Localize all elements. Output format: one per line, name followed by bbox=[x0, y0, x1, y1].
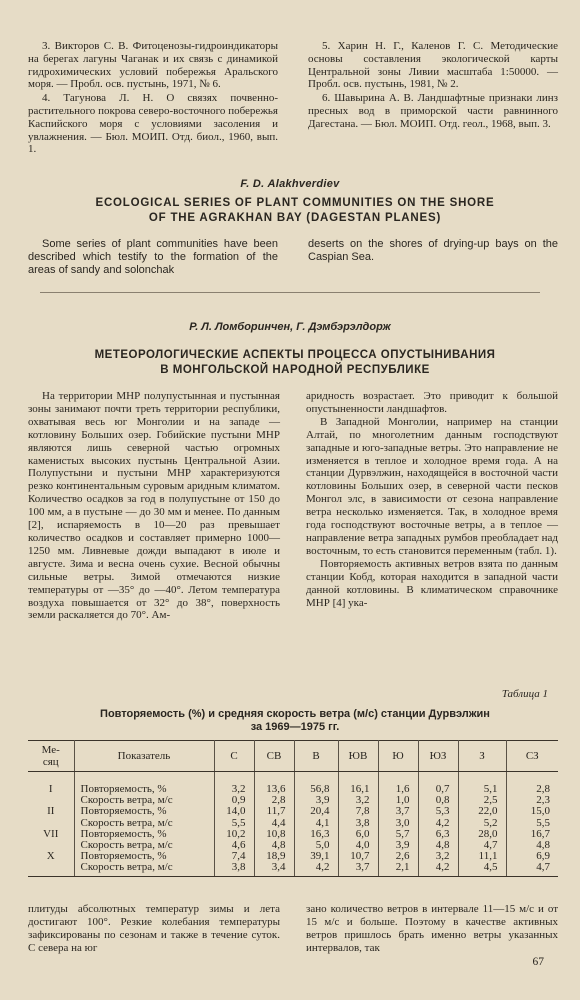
table-cell-value: 5,3 bbox=[418, 806, 458, 817]
table-cell-value: 5,5 bbox=[214, 818, 254, 829]
table-header-row bbox=[28, 741, 558, 772]
article-paragraph-3: В Западной Монголии, например на станции Алтай, по многолетним данным господствуют западные и юго-западные ветры. Это направление не изменяется в теплое и холодное время года. А на станции Дурвэлжин, находящейся в восточной части котловины Больших озер, в северной части песков Монгол элс, в зависимости от сезона направление ветра несколько изменяется. Так, в холодное время года господствуют восточные ветры, а в теплое — направление ветра западных румбов преобладает над восточным, то есть становится переменным (табл. 1). bbox=[306, 415, 558, 557]
article-col-2 bbox=[306, 390, 558, 622]
table-cell-value: 39,1 bbox=[294, 851, 338, 862]
table-cell-value: 7,8 bbox=[338, 806, 378, 817]
table-cell-value: 28,0 bbox=[458, 829, 506, 840]
table-row bbox=[28, 772, 558, 796]
table-cell-value: 4,2 bbox=[418, 818, 458, 829]
wind-table bbox=[28, 740, 558, 877]
table-cell-value: 4,2 bbox=[294, 862, 338, 876]
table-number: Таблица 1 bbox=[501, 688, 548, 700]
table-header-cell: ЮВ bbox=[338, 741, 378, 772]
table-cell-value: 10,2 bbox=[214, 829, 254, 840]
table-cell-value: 4,8 bbox=[418, 840, 458, 851]
table-cell-value: 3,8 bbox=[338, 818, 378, 829]
table-cell-value: 14,0 bbox=[214, 806, 254, 817]
table-cell-value: 1,6 bbox=[378, 772, 418, 796]
table-cell-value: 5,5 bbox=[506, 818, 558, 829]
reference-5: 5. Харин Н. Г., Каленов Г. С. Методические основы составления экологической карты Центральной зоны Ливии масштаба 1:50000. — Пробл. осв. пустынь, 1981, № 2. bbox=[308, 40, 558, 91]
table-cell-value: 3,9 bbox=[378, 840, 418, 851]
reference-6: 6. Шавырина А. В. Ландшафтные признаки линз пресных вод в приморской части равнинного Дагестана. — Бюл. МОИП. Отд. геол., 1968, вып. 3. bbox=[308, 92, 558, 130]
table-cell-value: 10,8 bbox=[254, 829, 294, 840]
table-caption-line-1: Повторяемость (%) и средняя скорость ветра (м/с) станции Дурвэлжин bbox=[100, 708, 490, 720]
table-cell-value: 3,2 bbox=[418, 851, 458, 862]
article-title bbox=[40, 348, 550, 378]
table-header-cell: Ю bbox=[378, 741, 418, 772]
table-cell-value: 2,8 bbox=[506, 772, 558, 796]
article-continuation bbox=[28, 903, 558, 955]
english-abstract-title bbox=[40, 196, 550, 226]
table-header-cell: З bbox=[458, 741, 506, 772]
table-cell-month: X bbox=[46, 850, 55, 863]
table-cell-value: 4,8 bbox=[254, 840, 294, 851]
table-cell-value: 3,2 bbox=[338, 795, 378, 806]
table-cell-value: 6,9 bbox=[506, 851, 558, 862]
article-title-line-1: МЕТЕОРОЛОГИЧЕСКИЕ АСПЕКТЫ ПРОЦЕССА ОПУСТЫНИВАНИЯ bbox=[94, 349, 496, 361]
table-cell-value: 5,7 bbox=[378, 829, 418, 840]
article-body bbox=[28, 390, 558, 622]
article-paragraph-1: На территории МНР полупустынная и пустынная зоны занимают почти треть территории республики, охватывая весь юг Монголии и на западе — котловину Больших озер. Гобийские пустыни МНР являются лишь северной частью огромных каменистых высоких пустынь Центральной Азии. Полупустыни и пустыни МНР характеризуются резко континентальным суровым аридным климатом. Количество осадков за год в полупустыне от 150 до 100 мм, а в пустыне — до 30 мм и менее. По данным [2], испаряемость в 10—20 раз превышает количество осадков и составляет примерно 1000—1250 мм. Ливневые дожди выпадают в июле и августе. Зима и весна очень сухие. Весной обычны сильные ветры. Зимой отмечаются низкие температуры от —35° до —40°. Летом температура воздуха повышается от 32° до 38°, поверхность земли раскаляется до 70°. Ам- bbox=[28, 390, 280, 622]
table-cell-value: 0,7 bbox=[418, 772, 458, 796]
page-number: 67 bbox=[532, 956, 544, 968]
references bbox=[28, 40, 558, 157]
article-paragraph-2: аридность возрастает. Это приводит к большой опустыненности ландшафтов. bbox=[306, 390, 558, 415]
table-cell-value: 3,7 bbox=[378, 806, 418, 817]
table-header-cell: ЮЗ bbox=[418, 741, 458, 772]
table-cell-value: 16,7 bbox=[506, 829, 558, 840]
table-cell-value: 16,3 bbox=[294, 829, 338, 840]
english-title-line-2: OF THE AGRAKHAN BAY (DAGESTAN PLANES) bbox=[148, 212, 442, 224]
table-cell-indicator: Повторяемость, % bbox=[74, 772, 214, 796]
table-header-cell: Ме- сяц bbox=[28, 741, 74, 772]
table-cell-value: 2,8 bbox=[254, 795, 294, 806]
table-cell-indicator: Повторяемость, % bbox=[74, 851, 214, 862]
table-cell-value: 4,5 bbox=[458, 862, 506, 876]
table-cell-value: 20,4 bbox=[294, 806, 338, 817]
table-cell-indicator: Скорость ветра, м/с bbox=[74, 840, 214, 851]
table-cell-value: 7,4 bbox=[214, 851, 254, 862]
english-abstract-author: F. D. Alakhverdiev bbox=[240, 178, 340, 190]
table-cell-indicator: Скорость ветра, м/с bbox=[74, 795, 214, 806]
table-header-cell: В bbox=[294, 741, 338, 772]
english-abstract-text-2: deserts on the shores of drying-up bays on the Caspian Sea. bbox=[308, 238, 558, 263]
table-cell-value: 0,9 bbox=[214, 795, 254, 806]
table-caption-line-2: за 1969—1975 гг. bbox=[250, 721, 340, 733]
table-cell-month: VII bbox=[43, 827, 59, 840]
table-cell-indicator: Повторяемость, % bbox=[74, 806, 214, 817]
table-cell-indicator: Повторяемость, % bbox=[74, 829, 214, 840]
table-cell-value: 11,1 bbox=[458, 851, 506, 862]
references-right-column bbox=[308, 40, 558, 157]
table-cell-value: 15,0 bbox=[506, 806, 558, 817]
table-cell-month: I bbox=[48, 783, 53, 795]
table-cell-value: 6,3 bbox=[418, 829, 458, 840]
table-cell-value: 3,7 bbox=[338, 862, 378, 876]
table-cell-value: 4,7 bbox=[458, 840, 506, 851]
table-header-cell: С bbox=[214, 741, 254, 772]
english-abstract-col-1 bbox=[28, 238, 278, 277]
table-caption bbox=[40, 708, 550, 734]
reference-3: 3. Викторов С. В. Фитоценозы-гидроиндикаторы на берегах лагуны Чаганак и их связь с динамикой гидрохимических условий побережья Аральского моря. — Пробл. осв. пустынь, 1971, № 6. bbox=[28, 40, 278, 91]
table-cell-value: 3,2 bbox=[214, 772, 254, 796]
table-cell-value: 4,4 bbox=[254, 818, 294, 829]
table-cell-value: 3,8 bbox=[214, 862, 254, 876]
table-cell-value: 4,7 bbox=[506, 862, 558, 876]
table-cell-value: 13,6 bbox=[254, 772, 294, 796]
table-cell-value: 0,8 bbox=[418, 795, 458, 806]
table-cell-value: 1,0 bbox=[378, 795, 418, 806]
table-cell-value: 18,9 bbox=[254, 851, 294, 862]
table-cell-value: 16,1 bbox=[338, 772, 378, 796]
references-left-column bbox=[28, 40, 278, 157]
english-abstract-text-1: Some series of plant communities have been described which testify to the formation of the areas of sandy and solonchak bbox=[28, 238, 278, 276]
table-header-cell: Показатель bbox=[74, 741, 214, 772]
table-row bbox=[28, 862, 558, 876]
continuation-col-2: зано количество ветров в интервале 11—15 м/с и от 15 м/с и больше. Поэтому в качестве активных ветров пришлось брать именно ветры указанных интервалов, так bbox=[306, 903, 558, 954]
table-header-cell: СЗ bbox=[506, 741, 558, 772]
english-title-line-1: ECOLOGICAL SERIES OF PLANT COMMUNITIES ON THE SHORE bbox=[95, 197, 495, 209]
table-cell-value: 5,0 bbox=[294, 840, 338, 851]
table-cell-value: 5,2 bbox=[458, 818, 506, 829]
table-cell-value: 4,1 bbox=[294, 818, 338, 829]
table-cell-value: 5,1 bbox=[458, 772, 506, 796]
table-cell-value: 4,0 bbox=[338, 840, 378, 851]
table-row bbox=[28, 806, 558, 817]
article-paragraph-4: Повторяемость активных ветров взята по данным станции Кобд, которая находится в западной части данной котловины. В климатическом справочнике МНР [4] ука- bbox=[306, 557, 558, 609]
english-abstract-col-2 bbox=[308, 238, 558, 277]
table-cell-indicator: Скорость ветра, м/с bbox=[74, 862, 214, 876]
table-cell-value: 6,0 bbox=[338, 829, 378, 840]
table-cell-month bbox=[28, 862, 74, 876]
table-cell-value: 3,0 bbox=[378, 818, 418, 829]
table-cell-value: 2,6 bbox=[378, 851, 418, 862]
reference-4: 4. Тагунова Л. Н. О связях почвенно-растительного покрова северо-восточного побережья Каспийского моря с условиями засоления и увлажнения. — Бюл. МОИП. Отд. биол., 1960, вып. 1. bbox=[28, 92, 278, 156]
table-cell-value: 2,5 bbox=[458, 795, 506, 806]
table-cell-month: II bbox=[47, 805, 55, 818]
table-cell-value: 3,9 bbox=[294, 795, 338, 806]
article-col-1 bbox=[28, 390, 280, 622]
table-cell-indicator: Скорость ветра, м/с bbox=[74, 818, 214, 829]
table-cell-value: 3,4 bbox=[254, 862, 294, 876]
table-cell-value: 4,2 bbox=[418, 862, 458, 876]
table-header-cell: СВ bbox=[254, 741, 294, 772]
continuation-col-1: плитуды абсолютных температур зимы и лета достигают 100°. Резкие колебания температуры зафиксированы по сезонам и также в течение суток. С севера на юг bbox=[28, 903, 280, 954]
english-abstract-body bbox=[28, 238, 558, 277]
section-divider bbox=[40, 292, 540, 293]
table-cell-value: 11,7 bbox=[254, 806, 294, 817]
table-cell-value: 4,8 bbox=[506, 840, 558, 851]
table-cell-value: 4,6 bbox=[214, 840, 254, 851]
table-cell-value: 2,1 bbox=[378, 862, 418, 876]
table-cell-value: 10,7 bbox=[338, 851, 378, 862]
table-cell-value: 22,0 bbox=[458, 806, 506, 817]
table-body bbox=[28, 772, 558, 877]
table-cell-value: 2,3 bbox=[506, 795, 558, 806]
table-cell-value: 56,8 bbox=[294, 772, 338, 796]
article-authors: Р. Л. Ломборинчен, Г. Дэмбэрэлдорж bbox=[189, 321, 391, 333]
article-title-line-2: В МОНГОЛЬСКОЙ НАРОДНОЙ РЕСПУБЛИКЕ bbox=[160, 364, 430, 376]
